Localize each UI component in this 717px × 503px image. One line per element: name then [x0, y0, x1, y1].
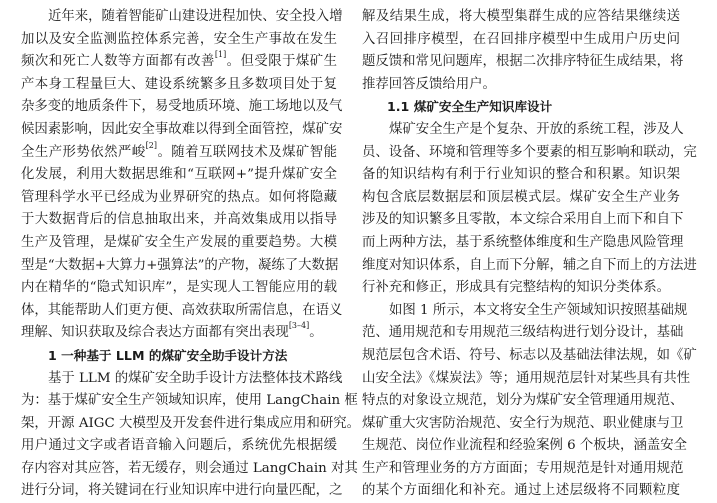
- text-span: 。: [309, 325, 322, 340]
- text-line: 产本身工程量巨大、建设系统繁多且多数项目处于复: [21, 74, 337, 97]
- text-line: 入召回排序模型，在召回排序模型中生成用户历史问: [362, 29, 680, 52]
- text-line: 范、通用规范和专用规范三级结构进行划分设计，基础: [362, 322, 680, 345]
- text-line: 生产及管理，是煤矿安全生产发展的重要趋势。大模: [21, 232, 337, 255]
- text-line: [21, 142, 337, 165]
- text-line: 解及结果生成，将大模型集群生成的应答结果继续送: [362, 6, 680, 29]
- section-heading: 1 一种基于 LLM 的煤矿安全助手设计方法: [21, 345, 337, 368]
- right-column: [362, 6, 680, 503]
- text-line: 进行分词，将关键词在行业知识库中进行向量匹配，之: [21, 480, 337, 503]
- text-line: 型是“大数据+大算力+强算法”的产物，凝练了大数据: [21, 255, 337, 278]
- text-span: 频次和死亡人数等方面都有改善: [21, 54, 215, 69]
- text-line: 如图 1 所示，本文将安全生产领域知识按照基础规: [362, 300, 680, 323]
- text-line: 近年来，随着智能矿山建设进程加快、安全投入增: [21, 6, 337, 29]
- citation: [2]: [146, 141, 157, 150]
- text-line: [21, 51, 337, 74]
- text-line: 为：基于煤矿安全生产领域知识库，使用 LangChain 框: [21, 390, 337, 413]
- subsection-heading: 1.1 煤矿安全生产知识库设计: [362, 96, 680, 119]
- text-line: 化发展，利用大数据思维和“互联网+”提升煤矿安全: [21, 164, 337, 187]
- text-line: 杂多变的地质条件下，易受地质环境、施工场地以及气: [21, 96, 337, 119]
- continued-paragraph: [362, 6, 680, 96]
- text-line: 题反馈和常见问题库，根据二次排序特征生成结果，将: [362, 51, 680, 74]
- left-column: [21, 6, 337, 503]
- text-line: 内在精华的“隐式知识库”，是实现人工智能应用的载: [21, 277, 337, 300]
- text-line: 存内容对其应答，若无缓存，则会通过 LangChain 对其: [21, 458, 337, 481]
- figure-reference-paragraph: [362, 300, 680, 503]
- text-line: 而上两种方法，基于系统整体维度和生产隐患风险管理: [362, 232, 680, 255]
- text-line: 煤矿重大灾害防治规范、安全行为规范、职业健康与卫: [362, 413, 680, 436]
- text-line: 特点的对象设立规范，划分为煤矿安全管理通用规范、: [362, 390, 680, 413]
- text-line: 山安全法》《煤炭法》等；通用规范层针对某些具有共性: [362, 368, 680, 391]
- text-line: 维度对知识体系，自上而下分解，辅之自下而上的方法进: [362, 255, 680, 278]
- text-line: 管理科学水平已经成为业界研究的热点。如何将隐藏: [21, 187, 337, 210]
- text-line: 行补充和修正，形成具有完整结构的知识分类体系。: [362, 277, 680, 300]
- text-line: 生产和管理业务的方方面面；专用规范是针对通用规范: [362, 458, 680, 481]
- text-line: 推荐回答反馈给用户。: [362, 74, 680, 97]
- text-span: 理解、知识获取及综合表达方面都有突出表现: [21, 325, 289, 340]
- text-line: 煤矿安全生产是个复杂、开放的系统工程，涉及人: [362, 119, 680, 142]
- text-line: 涉及的知识繁多且零散，本文综合采用自上而下和自下: [362, 209, 680, 232]
- text-line: [21, 322, 337, 345]
- citation: [3–4]: [289, 321, 309, 330]
- text-line: 规范层包含术语、符号、标志以及基础法律法规，如《矿: [362, 345, 680, 368]
- text-line: 架，开源 AIGC 大模型及开发套件进行集成应用和研究。: [21, 413, 337, 436]
- text-span: 。但受限于煤矿生: [226, 54, 337, 69]
- text-line: 构包含底层数据层和顶层模式层。煤矿安全生产业务: [362, 187, 680, 210]
- citation: [1]: [215, 50, 226, 59]
- intro-paragraph: [21, 6, 337, 345]
- text-line: 备的知识结构有利于行业知识的整合和积累。知识架: [362, 164, 680, 187]
- method-paragraph: [21, 368, 337, 503]
- text-line: 体，其能帮助人们更方便、高效获取所需信息，在语义: [21, 300, 337, 323]
- text-line: 的某个方面细化和补充。通过上述层级将不同颗粒度: [362, 480, 680, 503]
- text-span: 。随着互联网技术及煤矿智能: [157, 145, 337, 160]
- text-line: 用户通过文字或者语音输入问题后，系统优先根据缓: [21, 435, 337, 458]
- text-line: 基于 LLM 的煤矿安全助手设计方法整体技术路线: [21, 368, 337, 391]
- text-line: 加以及安全监测监控体系完善，安全生产事故在发生: [21, 29, 337, 52]
- knowledge-base-paragraph: [362, 119, 680, 300]
- text-line: 生规范、岗位作业流程和经验案例 6 个板块，涵盖安全: [362, 435, 680, 458]
- text-line: 候因素影响，因此安全事故难以得到全面管控，煤矿安: [21, 119, 337, 142]
- text-span: 全生产形势依然严峻: [21, 145, 146, 160]
- text-line: 员、设备、环境和管理等多个要素的相互影响和联动，完: [362, 142, 680, 165]
- text-line: 于大数据背后的信息抽取出来，并高效集成用以指导: [21, 209, 337, 232]
